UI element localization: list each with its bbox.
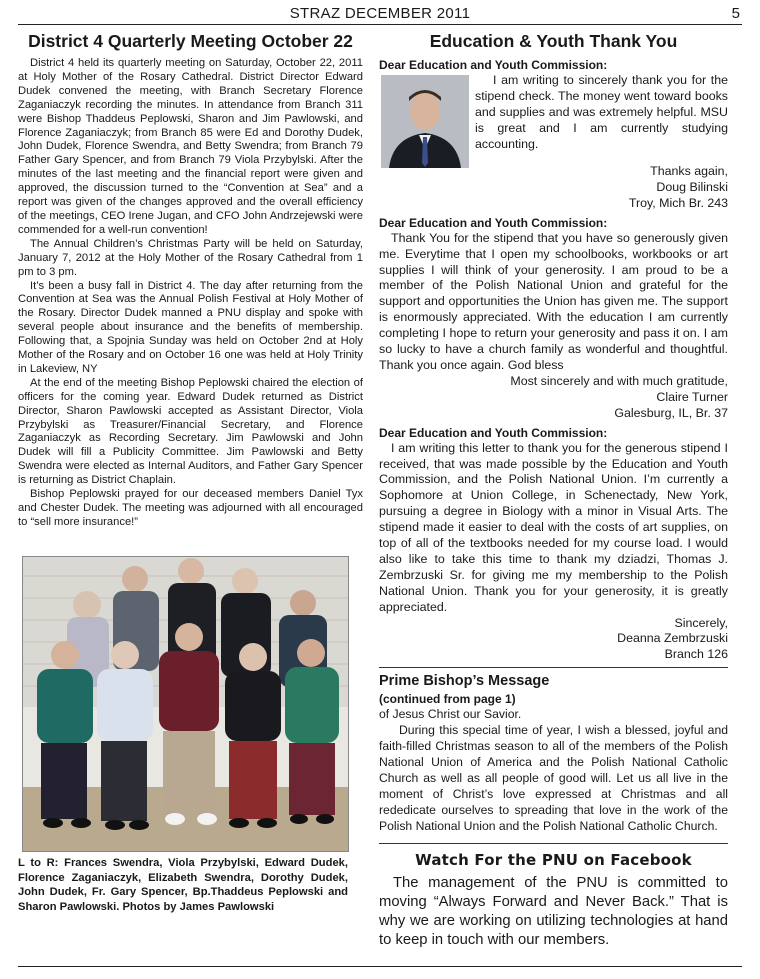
bishop-message-headline: Prime Bishop’s Message [379,673,550,690]
right-column [379,31,728,951]
letter-signer-branch: Branch 126 [664,647,728,662]
article-paragraph: The Annual Children’s Christmas Party will be held on Saturday, January 7, 2012 at the Holy Mother of the Rosary Cathedral from 1 pm to 3 pm. [18,237,363,278]
group-photo-image [23,557,348,851]
prime-bishop-message [379,672,728,834]
letter-signer-branch: Troy, Mich Br. 243 [628,195,728,210]
facebook-notice [379,850,728,951]
district-meeting-headline: District 4 Quarterly Meeting October 22 [28,31,353,51]
portrait-image [381,75,469,168]
letter-salutation: Dear Education and Youth Commission: [379,58,608,72]
page-number: 5 [731,5,740,22]
bishop-message-body: During this special time of year, I wish a blessed, joyful and faith-filled Christmas season to all of the members of the Polish National Union of America and the Polish National Catholic Church as well as all people of good will. Let us all live in the moment of Christ’s love expressed at Christmas and all rededicate ourselves to spreading that love in the work of the Polish National Union and the Polish National Catholic Church. [379,723,728,833]
letter-body: I am writing to sincerely thank you for the stipend check. The money went toward books and supplies and was extremely helpful. MSU is great and I am currently studying accounting. [475,73,728,151]
photo-caption: L to R: Frances Swendra, Viola Przybylski, Edward Dudek, Florence Zaganiaczyk, Elizabeth Swendra, Dorothy Dudek, John Dudek, Fr. Gary Spencer, Bp.Thaddeus Peplowski and Sharon Pawlowski. Photos by James Pawlowski [18,857,348,913]
section-divider [379,667,728,668]
letter-closing: Most sincerely and with much gratitude, [510,373,728,388]
letter-signer-name: Deanna Zembrzuski [617,631,728,646]
letter-salutation: Dear Education and Youth Commission: [379,215,608,230]
bishop-message-lead: of Jesus Christ our Savior. [379,707,522,722]
continued-note: (continued from page 1) [379,692,516,707]
article-paragraph: Bishop Peplowski prayed for our deceased members Daniel Tyx and Chester Dudek. The meeting was adjourned with all encouraged to “sell more insurance!” [18,488,363,528]
left-column [18,31,363,530]
letter-signer-name: Claire Turner [656,389,728,404]
education-thank-you-headline: Education & Youth Thank You [429,31,678,51]
facebook-body: The management of the PNU is committed to moving “Always Forward and Never Back.” That is why we are working on utilizing technologies at hand to keep in touch with our members. [379,874,728,949]
portrait-photo [381,75,469,168]
bottom-rule [18,966,742,967]
article-paragraph: It’s been a busy fall in District 4. The day after returning from the Convention at Sea was the Annual Polish Festival at Holy Mother of the Rosary. Director Dudek manned a PNU display and spoke with several people about insurance and the benefits of membership. Following that, a Spojnia Sunday was held on October 2nd at Holy Mother of the Rosary and on October 16 one was held at Holy Trinity in Lakeview, NY [18,279,363,375]
facebook-headline: Watch For the PNU on Facebook [415,850,692,869]
article-paragraph: District 4 held its quarterly meeting on Saturday, October 22, 2011 at Holy Mother of the Rosary Cathedral. District Director Edward Dudek convened the meeting, with Branch Secretary Florence Zaganiaczyk recording the minutes. In attendance from Branch 311 were Bishop Thaddeus Peplowski, Sharon and Jim Pawlowski, and Florence Zaganiaczyk; from Branch 85 were Ed and Dorothy Dudek, John Dudek, Florence Swendra, and Betty Swendra; from Branch 79 Father Gary Spencer, and from Branch 79 Viola Przybylski. After the minutes of the last meeting and the financial report were given and approved, the discussion turned to the “Convention at Sea” and a report was given of the changes approved and the overall efficiency of the meetings, CEO Irene Jugan, and CFO John Andrzejewski were commended for a well-run convention! [18,57,363,236]
section-divider [379,843,728,844]
letter-body: I am writing this letter to thank you for the generous stipend I received, that was made possible by the Education and Youth Commission, and the Polish National Union. I’m currently a Sophomore at Union College, in Schenectady, New York, pursuing a degree in Biology with a minor in Visual Arts. The stipend made it easier to deal with the costs of art supplies, on top of all of the textbooks needed for my course load. I would also like to take this time to thank my dziadzi, Thomas J. Zembrzuski Sr. for giving me my membership to the Polish National Union. Thank you for your generosity, it is greatly appreciated. [379,440,728,614]
letter-zembrzuski [379,426,728,664]
page-header [18,4,742,25]
letter-bilinski [379,58,728,212]
district-meeting-article [18,57,363,530]
letter-closing: Sincerely, [674,615,728,630]
letter-signer-branch: Galesburg, IL, Br. 37 [614,405,728,420]
newsletter-title: STRAZ DECEMBER 2011 [289,5,471,22]
group-photo [22,556,349,852]
letter-closing: Thanks again, [650,164,728,178]
letter-turner [379,216,728,422]
letter-salutation: Dear Education and Youth Commission: [379,425,608,440]
letter-signer-name: Doug Bilinski [656,179,728,194]
article-paragraph: At the end of the meeting Bishop Peplowski chaired the election of officers for the coming year. Edward Dudek returned as District Director, Sharon Pawlowski accepted as Assistant Director, Viola Przybylski as Treasurer/Financial Secretary, and Florence Zaganiaczyk as Recording Secretary. Jim Pawlowski and John Dudek will fill a Publicity Committee. Jim Pawlowski and Betty Swendra were elected as Internal Auditors, and Father Gary Spencer is returning as District Chaplain. [18,376,363,487]
letter-body: Thank You for the stipend that you have so generously given me. Everytime that I open my schoolbooks, workbooks or art supplies I will think of your generosity. I am proud to be a member of the Polish National Union and grateful for the support and opportunities the Union has given me. The support is enormously appreciated. With the education I am currently completing I hope to return your generosity and pass it on. I am so lucky to have a church family as wonderful and thoughtful. Thank you once again. God bless [379,230,728,372]
